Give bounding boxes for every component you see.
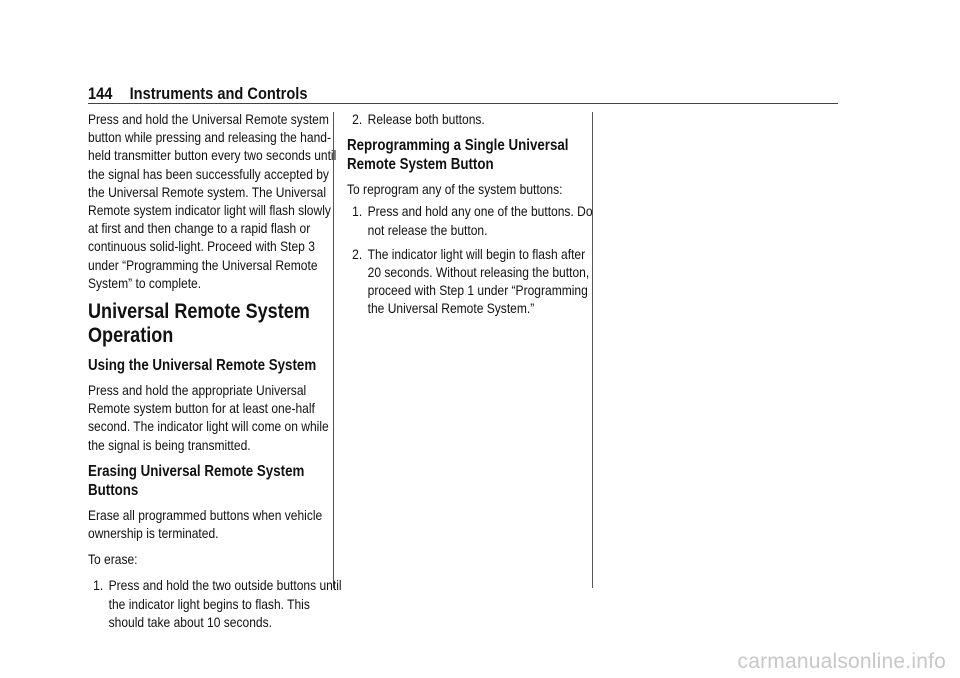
main-heading: Universal Remote System Operation (88, 300, 310, 348)
header-rule (88, 103, 838, 104)
column-1 (88, 110, 342, 639)
step-number: 2. (352, 111, 363, 127)
reprogram-steps (347, 202, 602, 317)
using-heading: Using the Universal Remote System (88, 357, 317, 375)
erasing-heading: Erasing Universal Remote System Buttons (88, 462, 305, 499)
step-text: The indicator light will begin to flash after 20 seconds. Without releasing the button, proceed with Step 1 under “Programming the Universal Remote System.” (367, 245, 590, 317)
list-item (347, 110, 602, 128)
page-header (88, 84, 308, 104)
step-text: Press and hold the two outside buttons until the indicator light begins to flash. This should take about 10 seconds. (108, 577, 342, 630)
using-paragraph: Press and hold the appropriate Universal Remote system button for at least one-half second. The indicator light will come on while the signal is being transmitted. (88, 382, 329, 453)
list-item (88, 576, 343, 631)
step-number: 1. (93, 577, 104, 594)
page-number: 144 (88, 84, 113, 103)
step-number: 2. (352, 245, 363, 262)
step-number: 1. (352, 203, 363, 220)
to-erase-label: To erase: (88, 551, 138, 568)
intro-paragraph: Press and hold the Universal Remote system button while pressing and releasing the hand-held transmitter button every two seconds until the signal has been successfully accepted by the Universal Remote system. The Universal Remote system indicator light will flash slowly at first and then change to a rapid flash or continuous solid-light. Proceed with Step 3 under “Programming the Universal Remote System” to complete. (88, 111, 337, 291)
section-title: Instruments and Controls (129, 84, 308, 103)
column-2 (347, 110, 593, 326)
step-text: Release both buttons. (367, 111, 485, 127)
erase-steps (88, 576, 343, 631)
step-text: Press and hold any one of the buttons. Do not release the button. (367, 203, 593, 238)
reprogram-intro: To reprogram any of the system buttons: (347, 181, 563, 198)
erase-steps-continued (347, 110, 602, 128)
erasing-paragraph: Erase all programmed buttons when vehicle ownership is terminated. (88, 506, 323, 542)
watermark-text: carmanualsonline.info (737, 650, 946, 673)
reprogram-heading: Reprogramming a Single Universal Remote System Button (347, 137, 569, 174)
list-item (347, 202, 602, 238)
list-item (347, 245, 602, 318)
